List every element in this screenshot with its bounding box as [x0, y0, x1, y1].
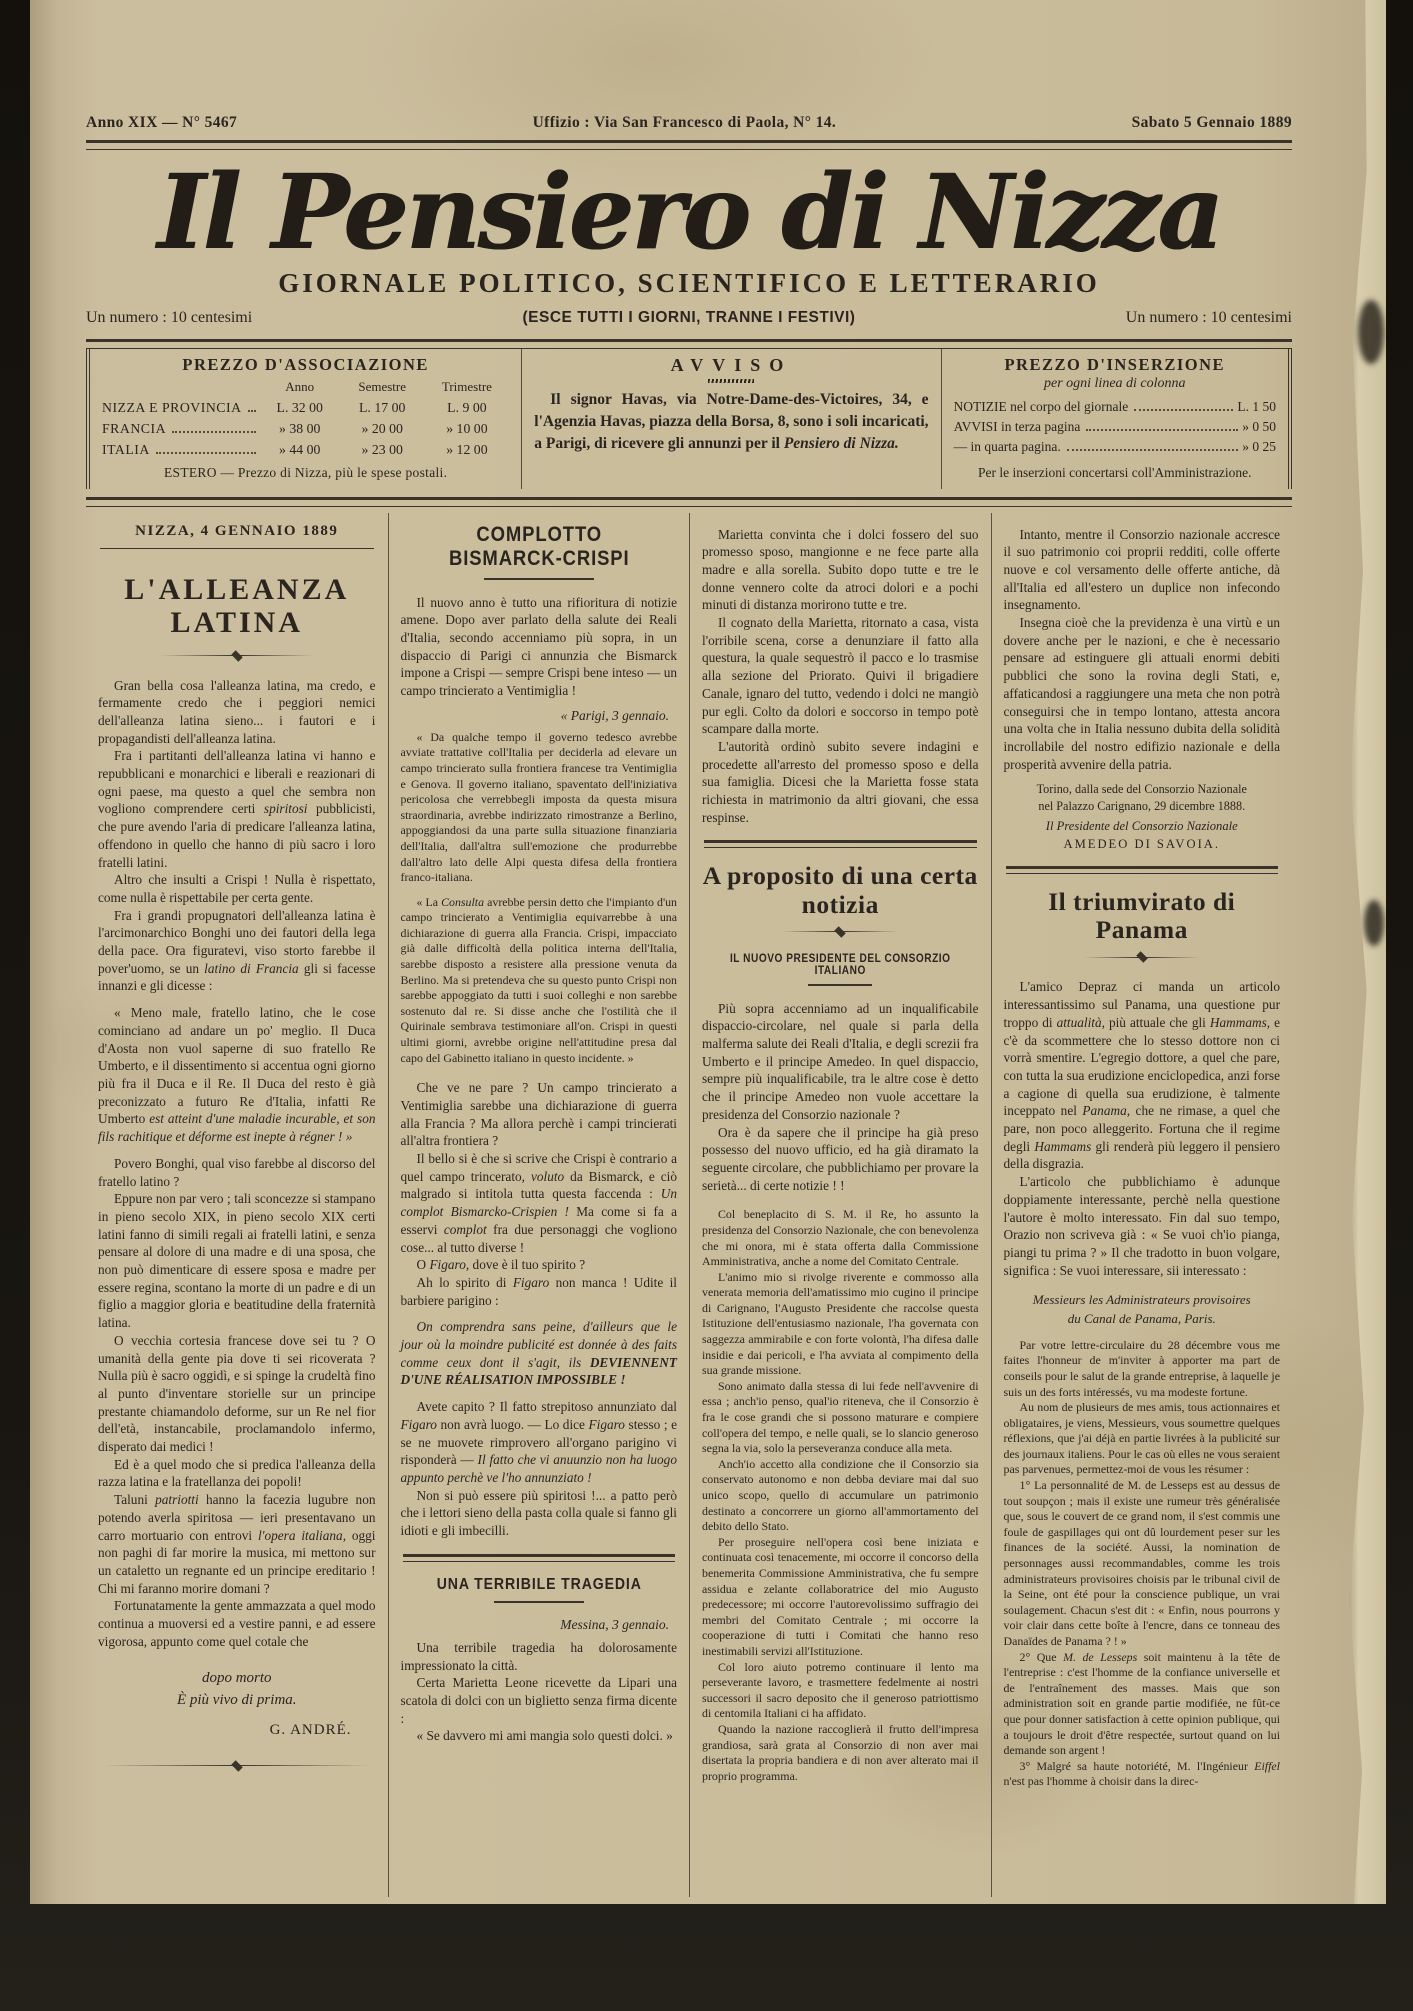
paragraph: Ora è da sapere che il principe ha già preso possesso del nuovo ufficio, ed ha già diramato la seguente circolare, che pubblichiamo per provare la serietà... di certe notizie ! !: [702, 1124, 979, 1193]
paragraph: Taluni patriotti hanno la facezia lugubre non potendo averla spiritosa — ieri presentavano un carro mortuario con entrovi l'opera italiana, oggi non paghi di far morire la musica, mi mettono sur un cataletto un regnante ed un principe ereditario ! Chi mi faranno morire domani ?: [98, 1492, 376, 1596]
price-cell: » 0 25: [1242, 438, 1276, 454]
page-header: [86, 114, 1292, 132]
column-3: [689, 513, 991, 1897]
letter-paragraph: Au nom de plusieurs de mes amis, tous actionnaires et obligataires, je viens, Messieurs, vous soumettre quelques réflexions, que j'ai déjà en partie livrées à la publicité sur des journaux italiens. Pour le cas où elles ne vous seraient pas parvenues, permettez-moi de vous les résumer :: [1003, 1400, 1280, 1477]
headline-panama: Il triumvirato di Panama: [1048, 887, 1236, 945]
ornament-divider: [160, 651, 313, 661]
insertion-title: PREZZO D'INSERZIONE: [1004, 354, 1226, 374]
paragraph: Ah lo spirito di Figaro non manca ! Udite il barbiere parigino :: [400, 1274, 677, 1308]
scan-shadow: [1364, 900, 1384, 946]
insertion-row: — in quarta pagina. » 0 25: [953, 438, 1276, 454]
section-rule: [1006, 866, 1279, 874]
ornament-divider: [782, 927, 898, 937]
dispatch-dateline: « Parigi, 3 gennaio.: [560, 707, 669, 723]
issue-date: Sabato 5 Gennaio 1889: [1131, 114, 1292, 131]
price-cell: » 38 00: [279, 420, 321, 436]
verse: [98, 1667, 376, 1712]
paragraph: Marietta convinta che i dolci fossero del suo promesso sposo, mangionne e ne fece parte alla madre e alla sorella. Subito dopo tutte e tre le donne vennero colte da atroci dolori e a pochi minuti di distanza morirono tutte e tre.: [702, 526, 979, 613]
paragraph: Fortunatamente la gente ammazzata a quel modo continua a muoversi ed a vestire panni, e ad essere vigorosa, appunto come quel cotale che: [98, 1598, 376, 1649]
headline-rule: [494, 1601, 584, 1603]
paragraph: Ed è a quel modo che si predica l'alleanza della razza latina e la fratellanza dei popoli!: [98, 1456, 376, 1490]
paragraph: L'amico Depraz ci manda un articolo interessantissimo sul Panama, una questione pur troppo di attualità, più attuale che gli Hammams, e c'è da scommettere che lo stesso dottore non ci vorrà smentire. L'egregio dottore, a quel che pare, con tutta la sua erudizione enciclopedica, anzi forse a cagione di quella sua erudizione, è talmente inceppato nel Panama, che ne rimase, a quel che pare, non poco alleggerito. Fortuna che il regime degli Hammams gli renderà più leggero il pensiero della disgrazia.: [1003, 979, 1280, 1172]
insertion-note: Per le inserzioni concertarsi coll'Amministrazione.: [978, 464, 1252, 480]
paragraph: Non si può essere più spiritosi !... a patto però che i lettori sieno della pasta colla quale si fanno gli idioti e gli imbecilli.: [400, 1487, 677, 1539]
letter-paragraph: 2° Que M. de Lesseps soit maintenu à la tête de l'entreprise : c'est l'homme de la confiance universelle et de l'entraînement des masses. Mais que son administration soit en grande partie modifiée, ne fût-ce que pour donner satisfaction à cette opinion publique, qui a toujours le droit d'être respectée, surtout quand on lui demande son argent !: [1003, 1649, 1280, 1758]
price-cell: L. 9 00: [447, 399, 487, 415]
verse-line: dopo morto: [201, 1669, 272, 1686]
paragraph: O Figaro, dove è il tuo spirito ?: [416, 1257, 586, 1273]
headline-rule: [808, 984, 872, 986]
boxes-top-rule: [86, 339, 1292, 349]
column-1: [86, 513, 388, 1897]
subscription-note: ESTERO — Prezzo di Nizza, più le spese postali.: [163, 464, 448, 480]
issue-number: Anno XIX — N° 5467: [86, 114, 238, 131]
body-columns: [86, 513, 1292, 1897]
paragraph: Che ve ne pare ? Un campo trincierato a Ventimiglia sarebbe una dichiarazione di guerra alla Francia ? Ma allora perchè i campi trincierati all'altra frontiera ?: [400, 1080, 677, 1149]
paragraph: Il bello si è che si scrive che Crispi è contrario a quel campo trincerato, voluto da Bismarck, e ciò malgrado si intitola tutta questa faccenda : Un complot Bismarcko-Crispien ! Ma come si fa a esservi complot fra due personaggi che vogliono cose... al tutto diverse !: [400, 1151, 678, 1255]
price-cell: L. 32 00: [276, 399, 323, 415]
publication-schedule: (ESCE TUTTI I GIORNI, TRANNE I FESTIVI): [522, 308, 856, 326]
paragraph: Certa Marietta Leone ricevette da Lipari una scatola di dolci con un biglietto senza firma dicente :: [400, 1675, 677, 1726]
paragraph: « Meno male, fratello latino, che le cose cominciano ad andare un po' meglio. Il Duca d'Aosta non vuol saperne di suo fratello Re Umberto, e il dissentimento si accentua ogni giorno più fra il Duca e il Re. Il Duca del resto è già preconizzato a futuro Re d'Italia, infatti Re Umberto est atteint d'une maladie incurable, et son fils rachitique et déforme est inepte à régner ! »: [98, 1005, 376, 1145]
diamond-ornament: [231, 650, 242, 661]
letter-paragraph: 1° La personnalité de M. de Lesseps est au dessus de tout soupçon ; mais il existe une rumeur très généralisée que, sous le couvert de ce grand nom, il s'est commis une foule de gaspillages qui ont dû lourdement peser sur les finances de la société. Aussi, la nomination de personnages aussi recommandables, comme les trois administrateurs provisoires choisis par le tribunal civil de la Seine, ont été pour la conscience publique, un vrai soulagement. Chacun s'est dit : « Enfin, nous pourrons y voir clair dans cette boîte à l'encre, dans ce tonneau des Danaïdes de Panama ? ! »: [1003, 1478, 1280, 1649]
dotted-leader: [172, 431, 256, 433]
insertion-subtitle: per ogni linea di colonna: [1043, 375, 1186, 391]
president-name: AMEDEO DI SAVOIA.: [1063, 837, 1221, 852]
paragraph: Povero Bonghi, qual viso farebbe al discorso del fratello latino ?: [98, 1155, 376, 1189]
subscription-box: [90, 349, 521, 489]
dotted-leader: [156, 452, 256, 454]
price-cell: » 10 00: [446, 420, 488, 436]
office-address: Uffizio : Via San Francesco di Paola, N° 14.: [532, 114, 837, 131]
paragraph: Insegna cioè che la previdenza è una virtù e un dovere anche per le nazioni, e che è necessario pensare ad estinguere gli attuali enormi debiti pubblici che sono la rovina degli Stati, e, affaticandosi a raggiungere una meta che non potrà conseguirsi che in tempo lontano, attesta ancora una volta che in Italia nessuno dubita della solidità incrollabile del nostro edifizio nazionale e della prosperità avvenire della patria.: [1003, 615, 1280, 772]
headline-complotto: COMPLOTTO BISMARCK-CRISPI: [448, 522, 630, 570]
dispatch-paragraph: « La Consulta avrebbe persin detto che l'impianto d'un campo trincierato a Ventimiglia equivarrebbe à una dichiarazione di guerra alla Francia. Crispi, impacciato già dalle difficoltà della politica interna dell'Italia, sarebbe disposto a resistere alla pressione venuta da Berlino. Ma si pretendeva che su questo punto Crispi non sarebbe appoggiato da tutti i suoi colleghi e non sarebbe sostenuto dal re. Si disse anche che l'ostilità che il Quirinale sembrava testimoniare all'on. Crispi in questi ultimi giorni, avrebbe origine nell'attitudine presa dal capo del Gabinetto italiano in questo incidente. »: [400, 894, 678, 1065]
scan-shadow: [1358, 300, 1384, 364]
letter-paragraph: Par votre lettre-circulaire du 28 décembre vous me faites l'honneur de m'inviter à apporter ma part de conseils pour le salut de la grande entreprise, à laquelle je suis un des forts intéressés, vu ma modeste fortune.: [1003, 1337, 1280, 1399]
dotted-leader: [1134, 409, 1233, 411]
paragraph: Più sopra accenniamo ad un inqualificabile dispaccio-circolare, nel quale si parla della malferma salute dei Reali d'Italia, e degli screzii fra Umberto e il principe Amedeo. In quel dispaccio, sempre più inqualificabile, tra le altre cose è detto che il principe Amedeo non vuole accettare la presidenza del Consorzio nazionale ?: [702, 1000, 979, 1122]
paragraph: Fra i grandi propugnatori dell'alleanza latina è l'arcimonarchico Bonghi uno dei fautori della lega della pace. Ora figuratevi, viso storto farebbe il pover'uomo, se un latino di Francia gli si facesse innanzi e gli dicesse :: [98, 907, 376, 994]
dotted-leader: [248, 410, 256, 412]
print-area: [86, 0, 1292, 1897]
header-rule: [86, 140, 1292, 150]
diamond-ornament: [835, 926, 846, 937]
place-date-line: Torino, dalla sede del Consorzio Nazionale nel Palazzo Carignano, 29 dicembre 1888.: [1036, 782, 1247, 813]
circular-paragraph: Quando la nazione raccoglierà il frutto dell'impresa grandiosa, sarà grata al Consorzio di non aver mai disertata la propria bandiera e di non aver alterato mai il proprio programma.: [702, 1721, 979, 1783]
column-4: [991, 513, 1293, 1897]
verse-line: È più vivo di prima.: [176, 1692, 297, 1708]
dotted-leader: [1086, 429, 1238, 431]
headline-rule: [484, 578, 594, 580]
paragraph: Eppure non par vero ; tali sconcezze si stampano in pieno secolo XIX, in pieno secolo XIX certi latini fanno di simili regali ai fratelli latini, e senza pensare al dolore di una madre e di una sposa, che non può dimenticare di essere sposa e madre per essere regina, scontano la morte di un padre e di un figlio a maggior gloria e beatitudine della fraternità latina.: [98, 1191, 376, 1331]
subscription-title: PREZZO D'ASSOCIAZIONE: [182, 354, 429, 374]
letter-paragraph: 3° Malgré sa haute notoriété, M. l'Ingénieur Eiffel n'est pas l'homme à choisir dans la direc-: [1003, 1758, 1280, 1789]
paragraph: Gran bella cosa l'alleanza latina, ma credo, e fermamente credo che i peggiori nemici dell'alleanza latina sieno... i fautori e i propagandisti dell'alleanza latina.: [98, 677, 376, 746]
president-title: Il Presidente del Consorzio Nazionale: [1045, 819, 1238, 834]
circular-paragraph: Per proseguire nell'opera così bene iniziata e continuata così tenacemente, mi occorre il concorso della benemerita Commissione Amministrativa, che fu sempre assidua e zelante collaboratrice del mio Augusto predecessore; mi occorre l'autorevolissimo suffragio dei membri del Comitato Centrale ; mi occorre la cooperazione di tutti i Comitati che hanno reso inestimabili servizi all'Istituzione.: [702, 1534, 979, 1658]
subhead-consorzio: IL NUOVO PRESIDENTE DEL CONSORZIO ITALIANO: [729, 952, 951, 977]
price-cell: » 20 00: [361, 420, 403, 436]
table-col-header: Trimestre: [441, 378, 492, 394]
dispatch-paragraph: « Da qualche tempo il governo tedesco avrebbe avviate trattative coll'Italia per deciderla ad elevare un campo trincierato sulla frontiera francese tra Ventimiglia e Genova. Il governo italiano, spaventato dell'iniziativa pericolosa che verrebbegli imposta da questa misura straordinaria, avrebbe indirizzato rimostranze a Berlino, appoggiandosi da una parte sulla situazione finanziaria dell'Italia, dall'altra sull'emozione che produrrebbe dall'altro lato delle Alpi questa difesa della frontiera franco-italiana.: [400, 729, 677, 885]
price-cell: » 12 00: [446, 441, 488, 457]
info-boxes-bar: [86, 339, 1292, 507]
price-cell: » 44 00: [279, 441, 321, 457]
insertion-row: AVVISI in terza pagina » 0 50: [953, 418, 1276, 434]
paragraph: Il nuovo anno è tutto una rifioritura di notizie amene. Dopo aver parlato della salute dei Reali d'Italia, secondo accenniamo più sopra, in un dispaccio di Parigi ci annunzia che Bismarck impone a Crispi — sempre Crispi bene inteso — un campo trincierato a Ventimiglia !: [400, 594, 677, 699]
price-cell: L. 17 00: [359, 399, 406, 415]
section-rule: [704, 840, 977, 848]
insertion-box: [941, 349, 1288, 489]
newspaper-page: [30, 0, 1386, 1904]
ornament-divider: [1084, 952, 1200, 962]
paragraph: Avete capito ? Il fatto strepitoso annunziato dal Figaro non avrà luogo. — Lo dice Figaro stesso ; e se ne muovete rimprovero all'organo parigino vi risponderà — Il fatto che vi anuunzio non ha luogo appunto perchè ve l'ho annunziato !: [400, 1399, 678, 1485]
circular-paragraph: Col loro aiuto potremo continuare il lento ma perseverante lavoro, e trasmettere fedelmente ai nostri successori il sacro deposito che il generoso patriottismo di centomila Italiani ci ha affidato.: [702, 1659, 979, 1721]
paragraph: O vecchia cortesia francese dove sei tu ? O umanità della gente pia dove ti sei ricoverata ? Nulla più è sacro oggidì, e si spinge la crudeltà fino al punto d'inventare storielle sur un principe prestante chiamandolo deforme, sur un Re nel fior dell'età, instancabile, proclamandolo infermo, disperato dai medici !: [98, 1332, 376, 1455]
author-signature: G. ANDRÉ.: [269, 1721, 352, 1738]
dotted-leader: [1067, 449, 1238, 451]
circular-paragraph: Sono animato dalla stessa di lui fede nell'avvenire di essa ; anch'io penso, qual'io riteneva, che il Consorzio è fra le cose grandi che si possono maturare e compiere coll'opera del tempo, e nelle quali, se lo slancio generoso segna la via, solo la perseveranza conduce alla meta.: [702, 1378, 979, 1456]
dispatch-dateline: Messina, 3 gennaio.: [560, 1616, 669, 1632]
circular-paragraph: L'animo mio si rivolge riverente e commosso alla venerata memoria dell'amatissimo mio cugino il principe di Carignano, l'Augusto Presidente che raccolse questa Istituzione dell'entusiasmo nazionale, l'ha governata con saggezza ammirabile e con forte volontà, l'ha difesa dalle insidie e dai pericoli, e l'ha avviata al compimento della sua grande missione.: [702, 1269, 979, 1378]
avviso-box: [521, 349, 940, 489]
paragraph: Altro che insulti a Crispi ! Nulla è rispettato, come nulla è rispettabile per certa gente.: [98, 872, 376, 905]
paragraph: L'articolo che pubblichiamo è adunque doppiamente interessante, perchè nella questione l'autore è molto interessato. Fin dal suo tempo, Orazio non scriveva già : « Se vuoi ch'io pianga, piangi tu prima ? » Il che tradotto in buon volgare, significa : Se vuoi interessare, sii interessato :: [1003, 1174, 1280, 1278]
masthead-subtitle: GIORNALE POLITICO, SCIENTIFICO E LETTERARIO: [278, 267, 1100, 298]
avviso-title: AVVISO: [670, 354, 793, 375]
price-cell: L. 1 50: [1237, 398, 1276, 414]
price-right: Un numero : 10 centesimi: [1125, 308, 1292, 326]
column-2: [388, 513, 690, 1897]
headline-alleanza-latina: L'ALLEANZA LATINA: [124, 572, 350, 639]
masthead-title: Il Pensiero di Nizza: [157, 152, 1221, 273]
table-row-label: ITALIA: [102, 442, 260, 458]
price-cell: » 0 50: [1242, 418, 1276, 434]
table-row-label: NIZZA E PROVINCIA: [102, 400, 260, 416]
headline-tragedia: UNA TERRIBILE TRAGEDIA: [436, 1575, 642, 1593]
section-rule: [403, 1554, 676, 1562]
letter-address: Messieurs les Administrateurs provisoires du Canal de Panama, Paris.: [1032, 1292, 1251, 1326]
price-row: [86, 309, 1292, 327]
paragraph: Intanto, mentre il Consorzio nazionale accresce il suo patrimonio coi proprii redditi, colle offerte nuove e col versamento delle offerte antiche, dà all'Italia ed all'estero un duplice non infecondo insegnamento.: [1003, 526, 1280, 613]
avviso-body: Il signor Havas, via Notre-Dame-des-Victoires, 34, e l'Agenzia Havas, piazza della Borsa, 8, sono i soli incaricati, a Parigi, di ricevere gli annunzi per il Pensiero di Nizza.: [534, 390, 929, 452]
paragraph: Fra i partitanti dell'alleanza latina vi hanno e repubblicani e monarchici e liberali e reazionari di ogni paese, ma questo a quel che sembra non vogliono comprendere certi spiritosi pubblicisti, che pure avendo l'aria di predicare l'alleanza latina, offendono in quello che hanno di più sacro i loro fratelli latini.: [98, 748, 376, 870]
circular-paragraph: Anch'io accetto alla condizione che il Consorzio sia conservato autonomo e non debba deviare mai dal suo unico scopo, quello di accumulare un patrimonio destinato a concorrere un giorno all'ammortamento del debito dello Stato.: [702, 1456, 979, 1534]
circular-paragraph: Col beneplacito di S. M. il Re, ho assunto la presidenza del Consorzio Nazionale, che con benevolenza che mi onora, mi è stata offerta dalla Commissione Amministrativa, anche a nome del Comitato Centrale.: [702, 1207, 979, 1269]
headline-certa-notizia: A proposito di una certa notizia: [702, 861, 978, 919]
diamond-ornament: [1136, 952, 1147, 963]
insertion-row: NOTIZIE nel corpo del giornale L. 1 50: [953, 398, 1276, 414]
boxes-bottom-rule: [86, 497, 1292, 507]
paragraph: Il cognato della Marietta, ritornato a casa, vista l'orribile scena, corse a denunziare il fatto alla questura, la quale sequestrò il pacco e lo trasmise alla sezione del Priorato. Quivi il brigadiere Canale, ignaro del tutto, vedendo i dolci ne mangiò pur egli. Colto da dolori e soccorso in tempo potè scampare dalla morte.: [702, 615, 979, 737]
ornament-divider: [104, 1761, 370, 1771]
diamond-ornament: [231, 1760, 242, 1771]
price-left: Un numero : 10 centesimi: [86, 308, 253, 326]
paragraph: Una terribile tragedia ha dolorosamente impressionato la città.: [400, 1639, 677, 1673]
ornament-squiggle: [708, 379, 754, 383]
subscription-table: [102, 379, 509, 458]
paragraph: L'autorità ordinò subito severe indagini e procedette all'arresto del promesso sposo e della sua famiglia. Dicesi che la Marietta fosse stata richiesta in matrimonio da altri giovani, che essa respinse.: [702, 738, 979, 825]
city-dateline: NIZZA, 4 GENNAIO 1889: [100, 513, 374, 549]
torn-paper-edge: [1340, 0, 1386, 1904]
quote-paragraph: On comprendra sans peine, d'ailleurs que le jour où la moindre publicité est donnée à des faits comme ceux dont il s'agit, ils DEVIENNENT D'UNE RÉALISATION IMPOSSIBLE !: [400, 1319, 677, 1388]
paragraph: « Se davvero mi ami mangia solo questi dolci. »: [416, 1728, 673, 1744]
table-row-label: FRANCIA: [102, 421, 260, 437]
table-col-header: Semestre: [358, 378, 407, 394]
table-col-header: Anno: [285, 378, 315, 394]
price-cell: » 23 00: [361, 441, 403, 457]
